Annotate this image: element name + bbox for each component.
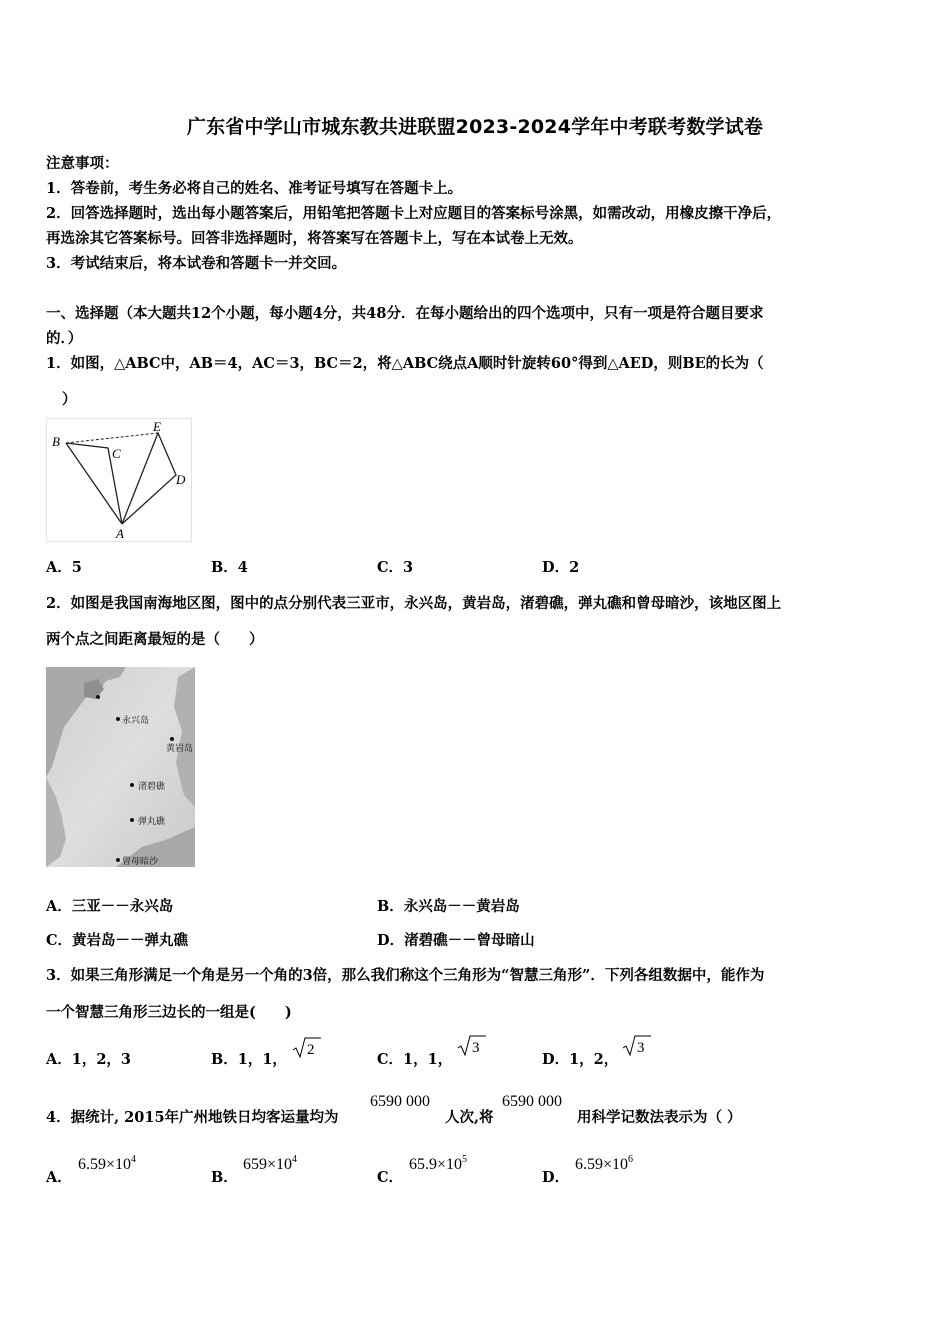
section-heading-line-2: 的．）	[46, 330, 83, 347]
question-1-option-c: C．3	[377, 559, 414, 576]
question-3-option-b: B．1，1，	[211, 1051, 287, 1068]
question-3-stem: 3．如果三角形满足一个角是另一个角的3倍，那么我们称这个三角形为“智慧三角形”．下列各组数据中，能作为	[46, 967, 765, 984]
question-1-stem-end: ）	[62, 391, 77, 408]
question-4-number-2: 6590 000	[502, 1093, 562, 1110]
question-3-option-a: A．1，2，3	[46, 1051, 132, 1068]
label-d: D	[176, 472, 186, 487]
question-1-stem: 1．如图，△ABC中，AB＝4，AC＝3，BC＝2，将△ABC绕点A顺时针旋转60°得到△AED，则BE的长为（	[46, 355, 764, 372]
question-4-option-b-label: B．	[211, 1169, 238, 1186]
question-1-triangle-figure	[46, 418, 192, 542]
notice-item-2-line-2: 再选涂其它答案标号。回答非选择题时，将答案写在答题卡上，写在本试卷上无效。	[46, 230, 583, 247]
sqrt-radicand-b: 2	[307, 1042, 315, 1058]
question-3-stem-end: 一个智慧三角形三边长的一组是( )	[46, 1004, 292, 1021]
question-4-option-d-value: $6.59\times 10^6$	[575, 1154, 634, 1173]
sqrt-radicand-c: 3	[472, 1040, 480, 1056]
label-e: E	[153, 419, 161, 434]
question-1-option-d: D．2	[542, 559, 580, 576]
map-label-huangyan: 黄岩岛	[166, 744, 194, 754]
question-2-option-a: A．三亚－－永兴岛	[46, 898, 174, 915]
question-4-option-b-value: $659\times 10^4$	[243, 1154, 298, 1173]
label-b: B	[52, 434, 60, 449]
sqrt-symbol-c	[457, 1034, 487, 1058]
question-4-option-a-label: A．	[46, 1169, 72, 1186]
map-dot-huangyan	[170, 737, 174, 741]
question-2-option-b: B．永兴岛－－黄岩岛	[377, 898, 520, 915]
section-heading-line-1: 一、选择题（本大题共12个小题，每小题4分，共48分．在每小题给出的四个选项中，只有一项是符合题目要求	[46, 305, 764, 322]
page-title: 广东省中学山市城东教共进联盟2023-2024学年中考联考数学试卷	[186, 116, 764, 138]
question-4-option-d-label: D．	[542, 1169, 570, 1186]
question-1-option-b: B．4	[211, 559, 248, 576]
notice-item-1: 1．答卷前，考生务必将自己的姓名、准考证号填写在答题卡上。	[46, 180, 463, 197]
notice-item-2-line-1: 2．回答选择题时，选出每小题答案后，用铅笔把答题卡上对应题目的答案标号涂黑，如需改动，用橡皮擦干净后，	[46, 205, 782, 222]
question-4-stem-part-1: 4．据统计, 2015年广州地铁日均客运量均为	[46, 1109, 339, 1126]
notice-item-3: 3．考试结束后，将本试卷和答题卡一并交回。	[46, 255, 347, 272]
map-label-zhubi: 渚碧礁	[138, 782, 166, 792]
triangle-aed	[122, 433, 176, 524]
label-c: C	[112, 446, 121, 461]
question-1-option-a: A．5	[46, 559, 82, 576]
question-4-number-1: 6590 000	[370, 1093, 430, 1110]
question-4-option-c-label: C．	[377, 1169, 404, 1186]
map-dot-danwan	[130, 818, 134, 822]
question-3-option-c: C．1，1，	[377, 1051, 453, 1068]
question-2-stem: 2．如图是我国南海地区图，图中的点分别代表三亚市，永兴岛，黄岩岛，渚碧礁，弹丸礁和曾母暗沙，该地区图上	[46, 595, 782, 612]
map-dot-zhubi	[130, 783, 134, 787]
question-2-south-china-sea-map	[46, 667, 195, 867]
map-dot-sanya	[96, 695, 100, 699]
question-4-stem-part-3: 用科学记数法表示为（ ）	[577, 1109, 742, 1126]
question-2-option-c: C．黄岩岛－－弹丸礁	[46, 932, 189, 949]
question-4-stem-part-2: 人次,将	[445, 1109, 494, 1126]
question-3-option-d: D．1，2，	[542, 1051, 619, 1068]
map-dot-zengmu	[116, 858, 120, 862]
map-label-danwan: 弹丸礁	[138, 817, 166, 827]
sqrt-symbol-b	[292, 1036, 322, 1060]
sqrt-radicand-d: 3	[637, 1040, 645, 1056]
notice-heading: 注意事项：	[46, 155, 119, 172]
map-label-yongxing: 永兴岛	[122, 716, 150, 726]
map-label-zengmu: 曾母暗沙	[122, 857, 159, 867]
sqrt-symbol-d	[622, 1034, 652, 1058]
question-4-option-c-value: $65.9\times 10^5$	[409, 1154, 468, 1173]
question-2-stem-end: 两个点之间距离最短的是（ ）	[46, 631, 264, 648]
map-dot-yongxing	[116, 717, 120, 721]
question-4-option-a-value: $6.59\times 10^4$	[78, 1154, 137, 1173]
segment-be-dashed	[66, 433, 158, 443]
label-a: A	[116, 526, 124, 541]
question-2-option-d: D．渚碧礁－－曾母暗山	[377, 932, 535, 949]
